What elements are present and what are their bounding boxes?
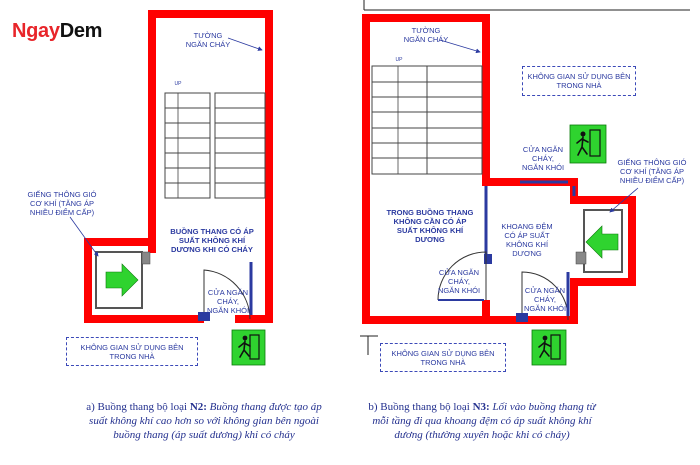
vent-arrow-b-icon bbox=[586, 226, 618, 258]
b-stair-up-mark: UP bbox=[395, 57, 403, 63]
caption-a-prefix: a) Buồng thang bộ loại bbox=[86, 401, 190, 413]
a-stair-up-mark: UP bbox=[174, 81, 182, 87]
b-vestibule-label: KHOANG ĐỆM CÓ ÁP SUẤT KHÔNG KHÍ DƯƠNG bbox=[501, 222, 553, 258]
exit-sign-b-top-icon bbox=[570, 125, 606, 163]
caption-b bbox=[366, 400, 598, 442]
a-wall-label: TƯỜNG NGĂN CHÁY bbox=[185, 31, 231, 49]
a-door-label: CỬA NGĂN CHÁY, NGĂN KHÓI bbox=[206, 288, 250, 315]
caption-a-type: N2: bbox=[189, 401, 207, 413]
caption-b-prefix: b) Buồng thang bộ loại bbox=[368, 401, 473, 413]
b-space-bottom-box: KHÔNG GIAN SỬ DỤNG BÊN TRONG NHÀ bbox=[380, 343, 506, 372]
b-door-bottom-label: CỬA NGĂN CHÁY, NGĂN KHÓI bbox=[523, 286, 567, 313]
exit-sign-a-icon bbox=[232, 330, 265, 365]
caption-a bbox=[86, 400, 322, 442]
a-space-box: KHÔNG GIAN SỬ DỤNG BÊN TRONG NHÀ bbox=[66, 337, 198, 366]
diagram-b-stairs bbox=[372, 66, 482, 174]
a-shaft-label: GIẾNG THÔNG GIÓ CƠ KHÍ (TĂNG ÁP NHIỀU ĐIỂM CẤP) bbox=[27, 190, 97, 217]
a-room-label: BUỒNG THANG CÓ ÁP SUẤT KHÔNG KHÍ DƯƠNG KHI CÓ CHÁY bbox=[170, 227, 254, 254]
vent-arrow-a-icon bbox=[106, 264, 138, 296]
b-door-left-label: CỬA NGĂN CHÁY, NGĂN KHÓI bbox=[437, 268, 481, 295]
caption-b-text: Lối vào buồng thang từ mỗi tầng đi qua khoang đệm có áp suất không khí dương (thường xuyên hoặc khi có cháy) bbox=[372, 401, 596, 441]
b-door-top-label: CỬA NGĂN CHÁY, NGĂN KHÓI bbox=[521, 145, 565, 172]
b-room-label: TRONG BUỒNG THANG KHÔNG CẦN CÓ ÁP SUẤT KHÔNG KHÍ DƯƠNG bbox=[386, 208, 474, 244]
b-shaft-label: GIẾNG THÔNG GIÓ CƠ KHÍ (TĂNG ÁP NHIỀU ĐIỂM CẤP) bbox=[617, 158, 687, 185]
b-space-top-box: KHÔNG GIAN SỬ DỤNG BÊN TRONG NHÀ bbox=[522, 66, 636, 96]
caption-a-text: Buồng thang được tạo áp suất không khí cao hơn so với không gian bên ngoài buồng thang (áp suất dương) khi có cháy bbox=[89, 401, 322, 441]
logo-text-ngay: Ngay bbox=[12, 20, 60, 42]
caption-b-type: N3: bbox=[472, 401, 490, 413]
diagram-a-stairs bbox=[165, 93, 265, 198]
logo-text-dem: Dem bbox=[59, 20, 103, 42]
b-wall-label: TƯỜNG NGĂN CHÁY bbox=[403, 26, 449, 44]
exit-sign-b-bottom-icon bbox=[532, 330, 566, 365]
